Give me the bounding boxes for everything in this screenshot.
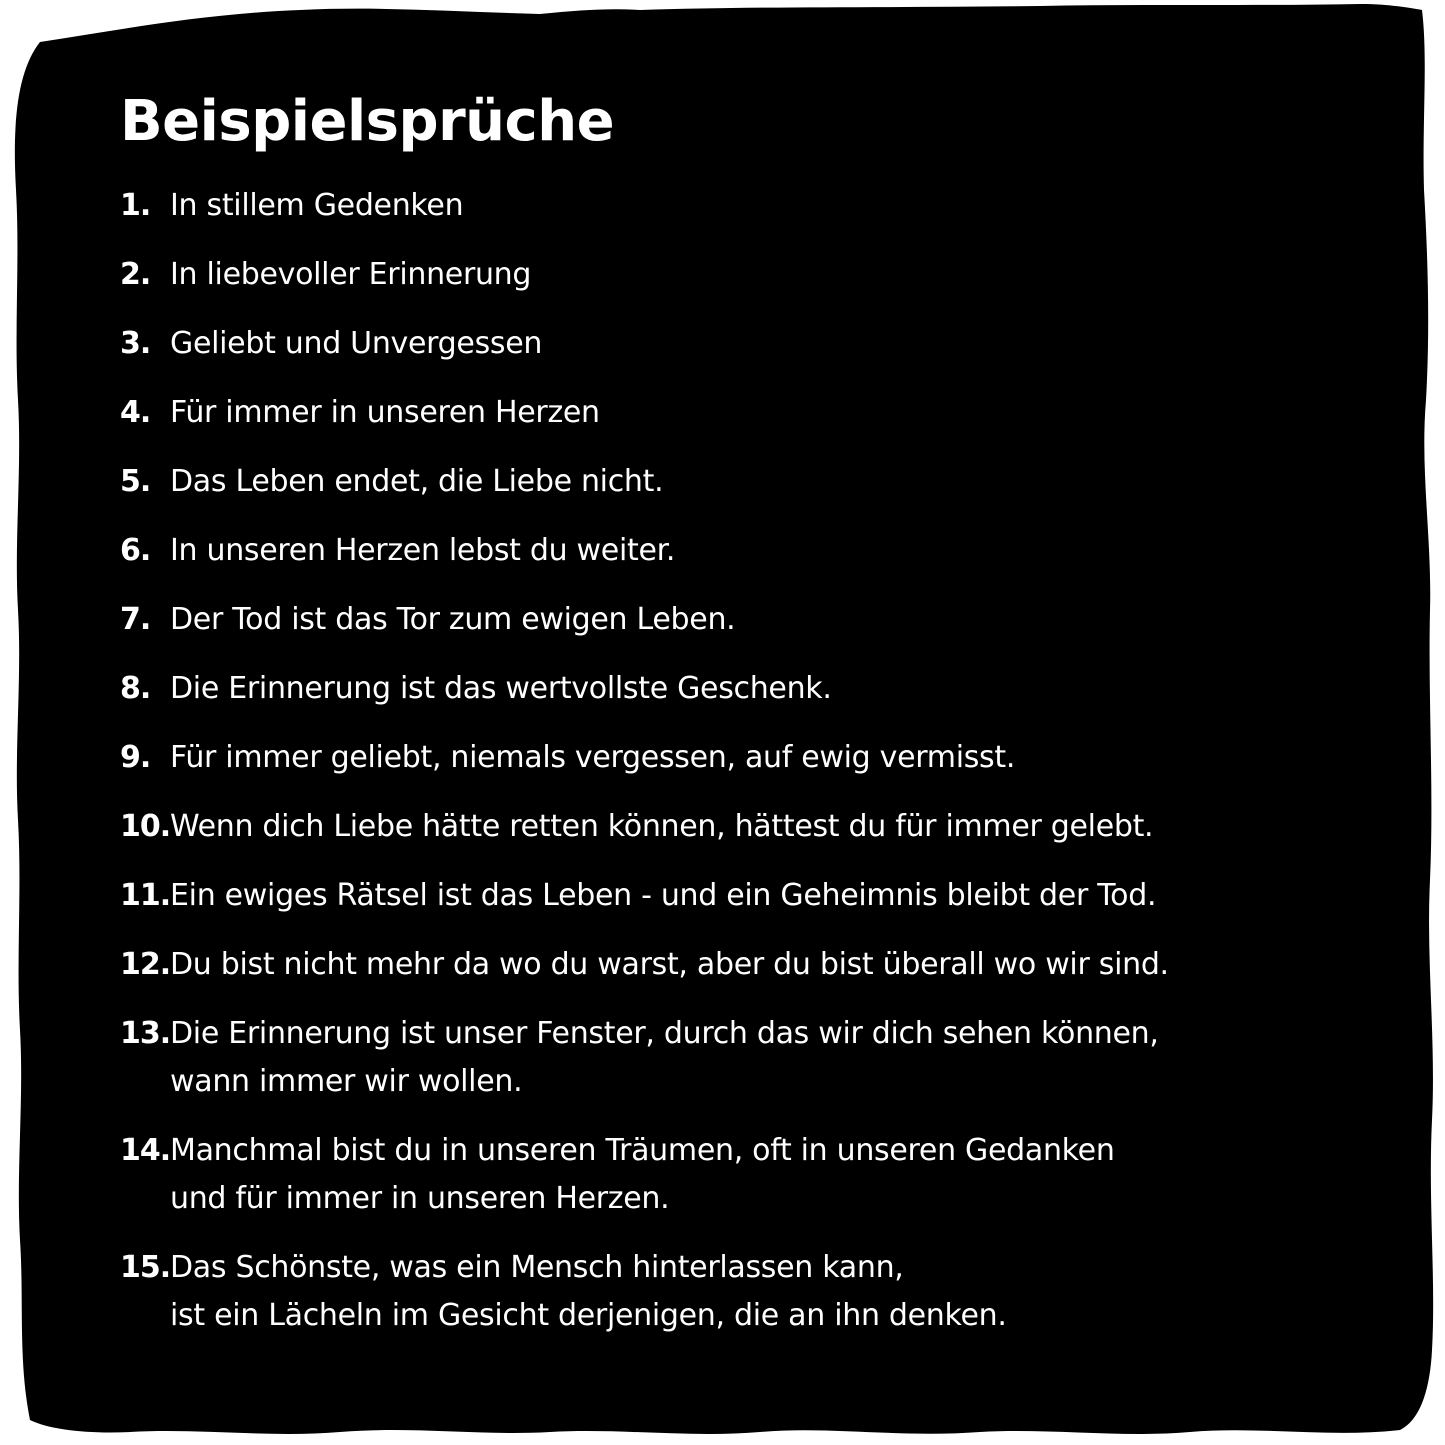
list-item <box>120 734 1370 782</box>
list-item <box>120 320 1370 368</box>
item-number: 7. <box>120 602 151 637</box>
item-text: In unseren Herzen lebst du weiter. <box>170 533 676 568</box>
item-number: 13. <box>120 1016 171 1051</box>
list-item <box>120 941 1370 989</box>
list-item <box>120 182 1370 230</box>
item-number: 4. <box>120 395 151 430</box>
page-title: Beispielsprüche <box>120 89 615 154</box>
item-number: 11. <box>120 878 171 913</box>
item-number: 8. <box>120 671 151 706</box>
item-number: 2. <box>120 257 151 292</box>
list-item <box>120 665 1370 713</box>
item-text: Manchmal bist du in unseren Träumen, oft in unseren Gedanken und für immer in unseren Herzen. <box>170 1133 1115 1216</box>
item-text: Geliebt und Unvergessen <box>170 326 543 361</box>
item-text: Ein ewiges Rätsel ist das Leben - und ein Geheimnis bleibt der Tod. <box>170 878 1157 913</box>
item-text: Die Erinnerung ist das wertvollste Geschenk. <box>170 671 832 706</box>
item-text: In stillem Gedenken <box>170 188 464 223</box>
list-item <box>120 596 1370 644</box>
item-number: 6. <box>120 533 151 568</box>
item-number: 12. <box>120 947 171 982</box>
item-text: Wenn dich Liebe hätte retten können, hättest du für immer gelebt. <box>170 809 1154 844</box>
list-item <box>120 389 1370 437</box>
sayings-list <box>120 182 1370 1340</box>
item-number: 14. <box>120 1133 171 1168</box>
item-number: 15. <box>120 1250 171 1285</box>
list-item <box>120 458 1370 506</box>
list-item <box>120 1010 1370 1106</box>
item-text: Das Leben endet, die Liebe nicht. <box>170 464 664 499</box>
item-number: 3. <box>120 326 151 361</box>
content-area <box>120 80 1370 1361</box>
list-item <box>120 527 1370 575</box>
list-item <box>120 1244 1370 1340</box>
item-number: 1. <box>120 188 151 223</box>
item-number: 9. <box>120 740 151 775</box>
list-item <box>120 251 1370 299</box>
item-number: 5. <box>120 464 151 499</box>
item-text: Der Tod ist das Tor zum ewigen Leben. <box>170 602 736 637</box>
item-text: Für immer in unseren Herzen <box>170 395 600 430</box>
list-item <box>120 803 1370 851</box>
item-number: 10. <box>120 809 171 844</box>
list-item <box>120 872 1370 920</box>
item-text: Das Schönste, was ein Mensch hinterlassen kann, ist ein Lächeln im Gesicht derjenigen, die an ihn denken. <box>170 1250 1007 1333</box>
item-text: In liebevoller Erinnerung <box>170 257 532 292</box>
item-text: Du bist nicht mehr da wo du warst, aber du bist überall wo wir sind. <box>170 947 1169 982</box>
item-text: Für immer geliebt, niemals vergessen, auf ewig vermisst. <box>170 740 1016 775</box>
list-item <box>120 1127 1370 1223</box>
item-text: Die Erinnerung ist unser Fenster, durch das wir dich sehen können, wann immer wir wollen. <box>170 1016 1159 1099</box>
